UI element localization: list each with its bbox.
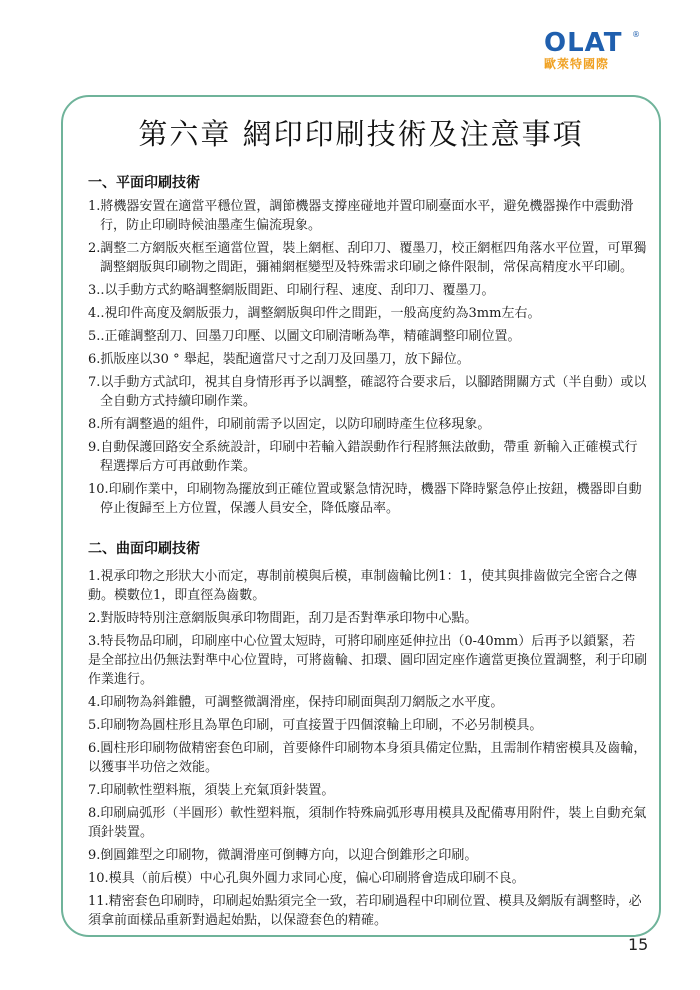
list-item: 10.模具（前后模）中心孔與外圓力求同心度，偏心印刷將會造成印刷不良。 xyxy=(88,871,525,886)
page-number: 15 xyxy=(628,935,649,954)
list-item: 1.將機器安置在適當平穩位置，調節機器支撐座碰地并置印刷臺面水平，避免機器操作中震動滑行，防止印刷時候油墨產生偏流現象。 xyxy=(88,199,634,233)
list-item: 3.特長物品印刷，印刷座中心位置太短時，可將印刷座延伸拉出（0-40mm）后再予以鎖緊，若是全部拉出仍無法對準中心位置時，可將齒輪、扣環、圓印固定座作適當更換位置調整，利于印刷作業進行。 xyxy=(88,634,648,687)
list-item: 7.以手動方式試印，視其自身情形再予以調整，確認符合要求后，以腳踏開關方式（半自動）或以全自動方式持續印刷作業。 xyxy=(88,375,647,409)
list-item: 2.對版時特別注意網版與承印物間距，刮刀是否對準承印物中心點。 xyxy=(88,611,478,626)
registered-mark: ® xyxy=(632,30,640,39)
list-item: 9.自動保護回路安全系統設計，印刷中若輸入錯誤動作行程將無法啟動，帶重 新輸入正確模式行程選擇后方可再啟動作業。 xyxy=(88,440,638,474)
list-item: 5..正確調整刮刀、回墨刀印壓、以圖文印刷清晰為準，精確調整印刷位置。 xyxy=(88,329,521,344)
list-item: 5.印刷物為圓柱形且為單色印刷，可直接置于四個滾輪上印刷，不必另制模具。 xyxy=(88,718,543,733)
list-item: 6.圓柱形印刷物做精密套色印刷，首要條件印刷物本身須具備定位點，且需制作精密模具及齒輪，以獲事半功倍之效能。 xyxy=(88,741,647,775)
list-item: 9.倒圓錐型之印刷物，微調滑座可倒轉方向，以迎合倒錐形之印刷。 xyxy=(88,848,478,863)
list-item: 1.視承印物之形狀大小而定，專制前模與后模，車制齒輪比例1：1，使其與排齒做完全密合之傳動。模數位1，即直徑為齒數。 xyxy=(88,569,637,603)
logo-chinese-name: 歐萊特國際 xyxy=(544,57,610,71)
list-item: 10.印刷作業中，印刷物為擺放到正確位置或緊急情況時，機器下降時緊急停止按鈕，機器即自動停止復歸至上方位置，保護人員安全，降低廢品率。 xyxy=(88,482,642,516)
list-item: 2.調整二方網版夾框至適當位置，裝上網框、刮印刀、覆墨刀，校正網框四角落水平位置，可單獨調整網版與印刷物之間距，彌補網框變型及特殊需求印刷之條件限制，常保高精度水平印刷。 xyxy=(88,241,647,275)
list-item: 4.印刷物為斜錐體，可調整微調滑座，保持印刷面與刮刀網版之水平度。 xyxy=(88,695,504,710)
list-item: 7.印刷軟性塑料瓶，須裝上充氣頂針裝置。 xyxy=(88,783,335,798)
brand-logo xyxy=(544,30,654,72)
section-flat-printing-list xyxy=(88,197,648,518)
chapter-title: 第六章 網印印刷技術及注意事項 xyxy=(138,117,584,151)
list-item: 6.抓版座以30 ° 舉起，裝配適當尺寸之刮刀及回墨刀，放下歸位。 xyxy=(88,352,470,367)
list-item: 8.印刷扁弧形（半圓形）軟性塑料瓶，須制作特殊扁弧形專用模具及配備專用附件，裝上自動充氣頂針裝置。 xyxy=(88,806,647,840)
list-item: 8.所有調整過的組件，印刷前需予以固定，以防印刷時產生位移現象。 xyxy=(88,417,491,432)
list-item: 3..以手動方式約略調整網版間距、印刷行程、速度、刮印刀、覆墨刀。 xyxy=(88,283,495,298)
list-item: 11.精密套色印刷時，印刷起始點須完全一致，若印刷過程中印刷位置、模具及網版有調整時，必須拿前面樣品重新對過起始點，以保證套色的精確。 xyxy=(88,894,642,928)
section-heading-curved-printing: 二、曲面印刷技術 xyxy=(88,541,200,557)
section-curved-printing-list xyxy=(88,567,648,934)
section-heading-flat-printing: 一、平面印刷技術 xyxy=(88,175,200,191)
list-item: 4..視印件高度及網版張力，調整網版與印件之間距，一般高度約為3mm左右。 xyxy=(88,306,541,321)
logo-wordmark: OLAT xyxy=(544,28,623,58)
